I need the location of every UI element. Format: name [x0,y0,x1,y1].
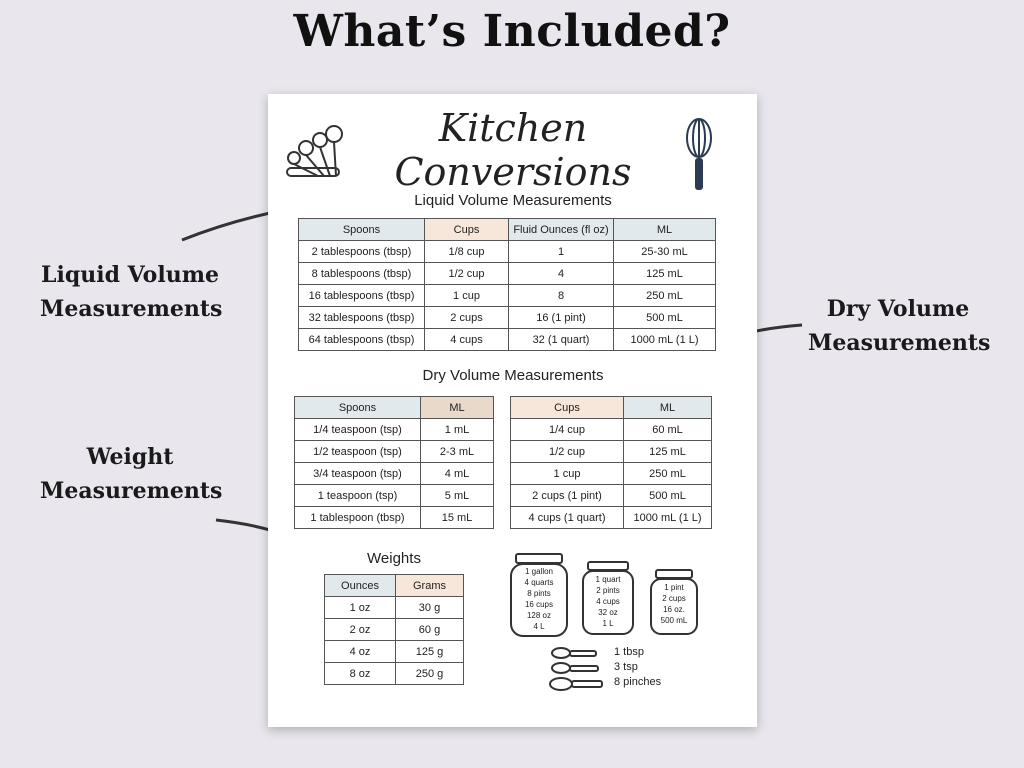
dry-section-title: Dry Volume Measurements [422,367,604,384]
table-row: 16 tablespoons (tbsp) 1 cup 8 250 mL [299,285,716,307]
table-row: 2 oz 60 g [325,619,464,641]
table-row: 1 tablespoon (tbsp) 15 mL [295,507,494,529]
dry-header-cups: Cups [511,397,624,419]
table-row: 8 tablespoons (tbsp) 1/2 cup 4 125 mL [299,263,716,285]
table-row: 1/4 teaspoon (tsp) 1 mL [295,419,494,441]
tablespoon-icon [548,646,606,696]
table-row: 4 cups (1 quart) 1000 mL (1 L) [511,507,712,529]
weights-section-title: Weights [367,550,421,567]
weights-table [324,574,464,685]
liquid-section-title: Liquid Volume Measurements [414,192,612,209]
liquid-header-floz: Fluid Ounces (fl oz) [509,219,614,241]
table-row: 3/4 teaspoon (tsp) 4 mL [295,463,494,485]
gallon-jar-label: 1 gallon 4 quarts 8 pints 16 cups 128 oz 4 L [524,567,554,631]
table-row: 2 cups (1 pint) 500 mL [511,485,712,507]
pint-jar-label: 1 pint 2 cups 16 oz. 500 mL [660,583,688,625]
table-row: 1/4 cup 60 mL [511,419,712,441]
liquid-volume-table [298,218,716,351]
dry-header-ml2: ML [624,397,712,419]
table-row: 1 oz 30 g [325,597,464,619]
table-row: 4 oz 125 g [325,641,464,663]
dry-cups-table [510,396,712,529]
dry-header-spoons: Spoons [295,397,421,419]
callout-liquid: Liquid Volume Measurements [40,262,223,322]
table-row: 1 cup 250 mL [511,463,712,485]
liquid-header-spoons: Spoons [299,219,425,241]
measuring-spoons-icon [284,124,346,182]
dry-header-ml: ML [421,397,494,419]
table-row: 1/2 cup 125 mL [511,441,712,463]
table-row: 1 teaspoon (tsp) 5 mL [295,485,494,507]
printable-sheet [268,94,757,727]
callout-dry: Dry Volume Measurements [808,296,991,356]
callout-weight: Weight Measurements [40,444,223,504]
whisk-icon [684,118,714,192]
table-row: 1/2 teaspoon (tsp) 2-3 mL [295,441,494,463]
sheet-title: Kitchen Conversions [394,106,632,194]
weights-header-ounces: Ounces [325,575,396,597]
table-row: 64 tablespoons (tbsp) 4 cups 32 (1 quart) 1000 mL (1 L) [299,329,716,351]
weights-header-grams: Grams [396,575,464,597]
liquid-header-ml: ML [614,219,716,241]
table-row: 2 tablespoons (tbsp) 1/8 cup 1 25-30 mL [299,241,716,263]
table-row: 32 tablespoons (tbsp) 2 cups 16 (1 pint) 500 mL [299,307,716,329]
spoon-equivalents: 1 tbsp 3 tsp 8 pinches [614,646,662,688]
quart-jar-label: 1 quart 2 pints 4 cups 32 oz 1 L [595,575,621,628]
liquid-header-cups: Cups [425,219,509,241]
table-row: 8 oz 250 g [325,663,464,685]
page-heading: What’s Included? [293,6,731,57]
dry-spoons-table [294,396,494,529]
